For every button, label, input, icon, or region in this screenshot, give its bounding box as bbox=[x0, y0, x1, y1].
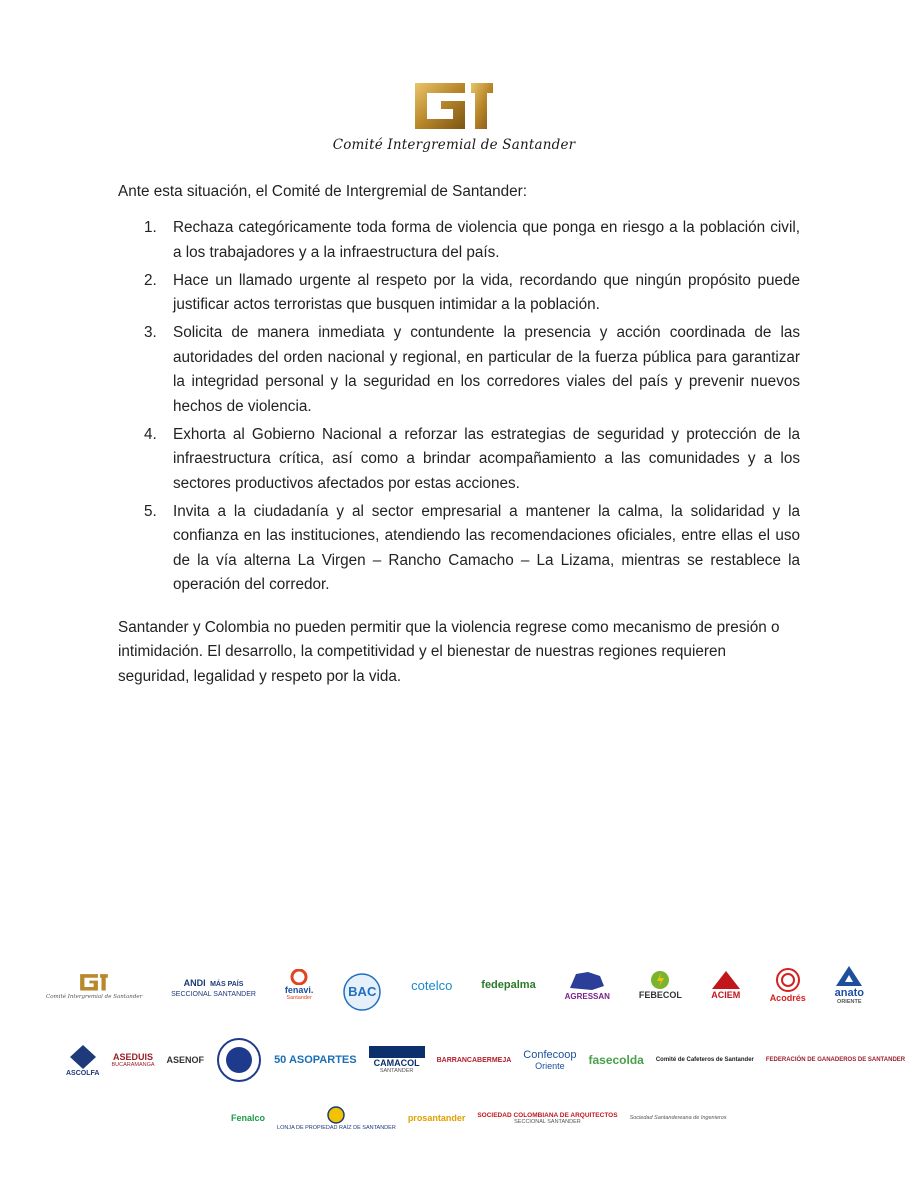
logo-seal bbox=[216, 1037, 262, 1083]
logo-subtext: Oriente bbox=[535, 1061, 565, 1071]
camacol-bar-icon bbox=[369, 1046, 425, 1058]
logo-anato bbox=[835, 965, 864, 1005]
logo-prosantander bbox=[408, 1113, 466, 1123]
agressan-map-icon bbox=[566, 970, 608, 992]
logo-ssi bbox=[630, 1115, 727, 1121]
logo-subtext: SECCIONAL SANTANDER bbox=[514, 1118, 581, 1125]
logo-subtext: SANTANDER bbox=[379, 1068, 414, 1074]
logo-text: FEDERACIÓN DE GANADEROS DE SANTANDER bbox=[765, 1057, 906, 1063]
logo-text: BARRANCABERMEJA bbox=[436, 1056, 512, 1064]
logo-sca bbox=[477, 1112, 617, 1125]
sponsor-row-2 bbox=[60, 1037, 906, 1083]
item-number: 5. bbox=[144, 502, 157, 520]
list-item bbox=[118, 321, 800, 419]
acodres-icon bbox=[775, 967, 801, 993]
logo-text: Sociedad Santandereana de Ingenieros bbox=[629, 1115, 727, 1121]
sponsor-row-1 bbox=[40, 965, 870, 1005]
ci-small-logo-icon bbox=[78, 970, 110, 994]
list-item bbox=[118, 216, 800, 265]
ci-logo-icon bbox=[409, 75, 499, 135]
logo-subtext: ORIENTE bbox=[837, 999, 862, 1005]
sponsor-row-3 bbox=[225, 1105, 727, 1131]
logo-text: prosantander bbox=[407, 1113, 466, 1123]
logo-text: ANDI bbox=[183, 977, 206, 988]
logo-text-extra: MÁS PAÍS bbox=[210, 980, 244, 988]
logo-fenavi bbox=[285, 969, 314, 1001]
logo-aseduis bbox=[111, 1052, 154, 1068]
logo-text: SOCIEDAD COLOMBIANA DE ARQUITECTOS bbox=[477, 1111, 618, 1119]
item-text: Rechaza categóricamente toda forma de violencia que ponga en riesgo a la población civil, a los trabajadores y a la infraestructura del país. bbox=[173, 219, 800, 261]
logo-text: Comité Intergremial de Santander bbox=[46, 994, 143, 1000]
logo-andi bbox=[171, 973, 256, 998]
logo-text: 50 ASOPARTES bbox=[274, 1054, 357, 1066]
closing-text: Santander y Colombia no pueden permitir que la violencia regrese como mecanismo de presión o intimidación. El desarrollo, la competitividad y el bienestar de nuestras regiones requieren seguridad, legalidad y respeto por la vida. bbox=[118, 618, 780, 685]
seal-icon bbox=[216, 1037, 262, 1083]
item-number: 4. bbox=[144, 425, 157, 443]
logo-text: ASENOF bbox=[166, 1055, 205, 1065]
logo-subtext: SECCIONAL SANTANDER bbox=[171, 990, 256, 998]
logo-text: LONJA DE PROPIEDAD RAÍZ DE SANTANDER bbox=[277, 1125, 396, 1131]
aciem-icon bbox=[711, 970, 741, 990]
logo-text: Fenalco bbox=[231, 1113, 266, 1123]
logo-subtext: Santander bbox=[286, 995, 312, 1001]
logo-subtext: BUCARAMANGA bbox=[111, 1062, 155, 1068]
logo-asenof bbox=[167, 1055, 205, 1065]
logo-camacol bbox=[369, 1046, 425, 1074]
logo-fenalco bbox=[231, 1113, 265, 1123]
intro-text: Ante esta situación, el Comité de Intergremial de Santander: bbox=[118, 183, 527, 200]
logo-text: Confecoop bbox=[523, 1049, 577, 1061]
fenavi-icon bbox=[288, 969, 310, 985]
logo-fasecolda bbox=[588, 1053, 643, 1067]
logo-text: Acodrés bbox=[769, 993, 806, 1003]
logo-text: BAC bbox=[348, 983, 377, 999]
logo-cotelco bbox=[411, 978, 452, 993]
logo-asopartes bbox=[274, 1054, 357, 1066]
item-text: Hace un llamado urgente al respeto por la vida, recordando que ningún propósito puede justificar actos terroristas que busquen intimidar a la población. bbox=[173, 271, 800, 313]
item-text: Invita a la ciudadanía y al sector empresarial a mantener la calma, la solidaridad y la confianza en las instituciones, atendiendo las recomendaciones oficiales, entre ellas el uso de la vía alterna La Virgen – Rancho Camacho – La Lizama, mientras se restablece la operación del corredor. bbox=[173, 502, 800, 593]
logo-febecol bbox=[639, 970, 682, 1000]
logo-confecoop bbox=[523, 1049, 576, 1071]
logo-text: fedepalma bbox=[481, 979, 536, 991]
logo-agressan bbox=[565, 970, 610, 1001]
logo-comite-intergremial bbox=[46, 970, 142, 1000]
letterhead bbox=[0, 75, 908, 153]
logo-cafeteros bbox=[656, 1057, 754, 1063]
logo-text: Comité de Cafeteros de Santander bbox=[655, 1057, 754, 1063]
febecol-icon bbox=[649, 970, 671, 990]
logo-text: ACIEM bbox=[711, 990, 741, 1000]
logo-text: cotelco bbox=[411, 977, 453, 993]
logo-text: FEBECOL bbox=[638, 990, 682, 1000]
statement-body bbox=[118, 180, 800, 704]
item-text: Solicita de manera inmediata y contundente la presencia y acción coordinada de las autoridades del orden nacional y regional, en particular de la fuerza pública para garantizar la integridad personal y la seguridad en los corredores viales del país y prevenir nuevos hechos de violencia. bbox=[173, 324, 800, 415]
list-item bbox=[118, 500, 800, 598]
org-name: Comité Intergremial de Santander bbox=[332, 137, 576, 153]
logo-text: ASEDUIS bbox=[112, 1052, 153, 1062]
list-item bbox=[118, 269, 800, 318]
points-list bbox=[118, 216, 800, 598]
logo-acodres bbox=[770, 967, 806, 1003]
logo-text: AGRESSAN bbox=[564, 991, 610, 1001]
logo-ascolfa bbox=[66, 1044, 99, 1077]
item-text: Exhorta al Gobierno Nacional a reforzar las estrategias de seguridad y protección de la infraestructura crítica, así como a brindar acompañamiento a las comunidades y a los sectores productivos afectados por estas acciones. bbox=[173, 425, 800, 492]
ascolfa-icon bbox=[69, 1044, 97, 1070]
item-number: 2. bbox=[144, 271, 157, 289]
logo-ganaderos bbox=[766, 1057, 905, 1063]
logo-lonja bbox=[277, 1105, 396, 1131]
logo-text: fenavi. bbox=[284, 985, 314, 995]
logo-text: fasecolda bbox=[588, 1053, 644, 1067]
logo-barrancabermeja bbox=[437, 1057, 512, 1064]
list-item bbox=[118, 423, 800, 497]
logo-aciem bbox=[711, 970, 741, 1000]
logo-text: anato bbox=[834, 987, 864, 999]
item-number: 3. bbox=[144, 324, 157, 341]
logo-bac bbox=[342, 972, 382, 999]
item-number: 1. bbox=[144, 219, 157, 236]
anato-icon bbox=[835, 965, 863, 987]
lonja-icon bbox=[326, 1105, 346, 1125]
logo-text: ASCOLFA bbox=[66, 1069, 100, 1077]
logo-text: CAMACOL bbox=[373, 1058, 420, 1068]
logo-fedepalma bbox=[481, 979, 535, 991]
